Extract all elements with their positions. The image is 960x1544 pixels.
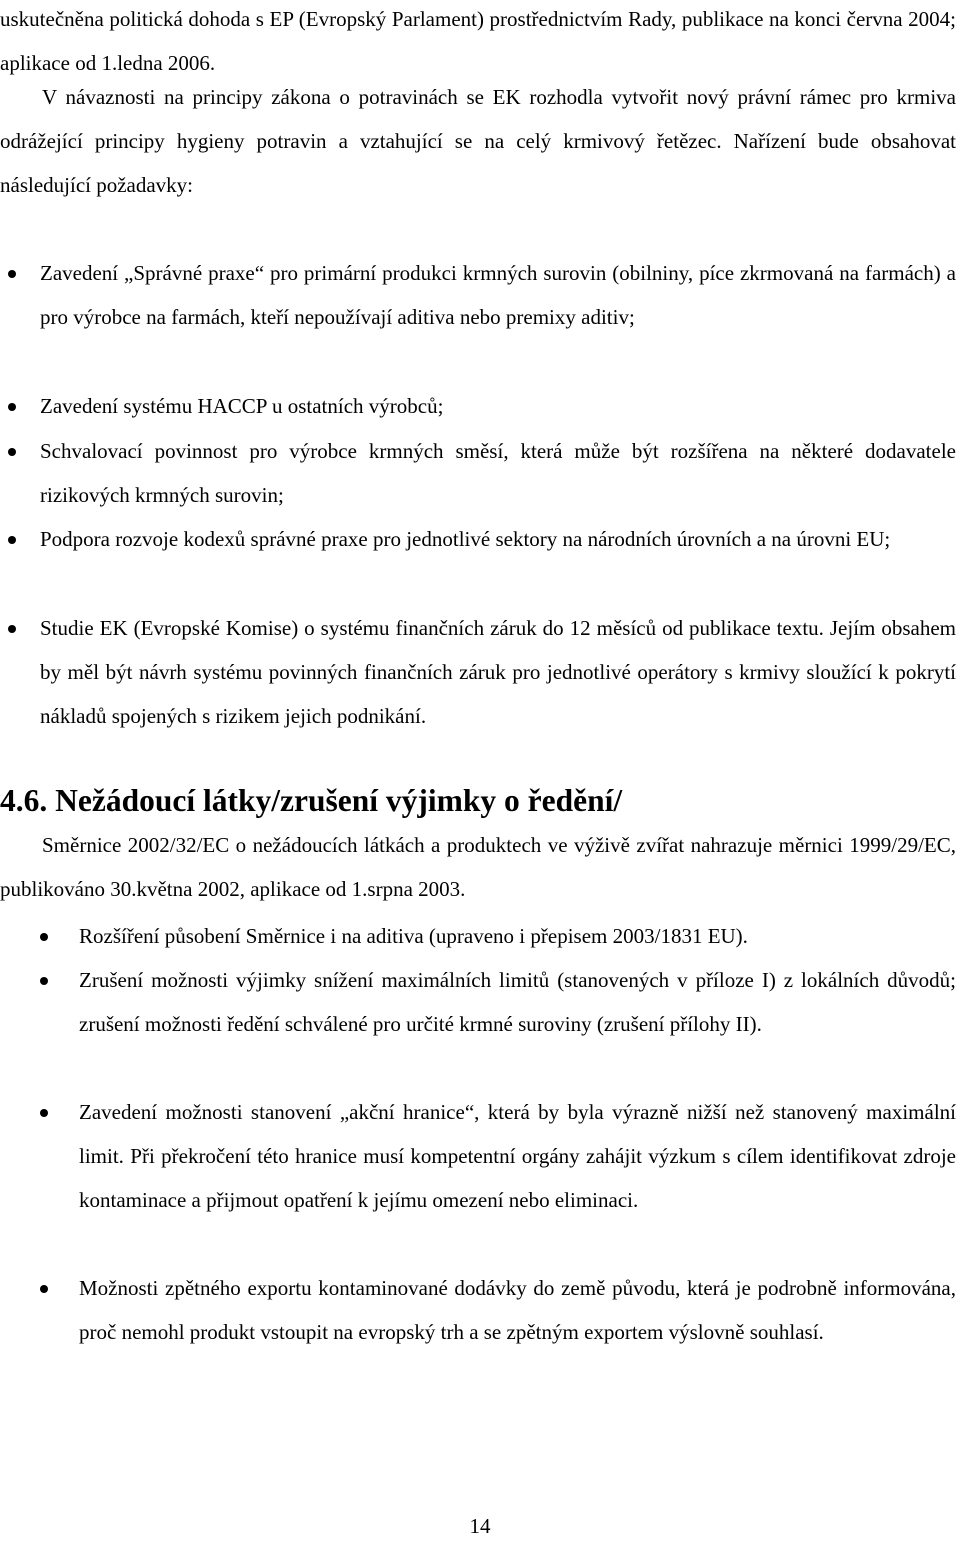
- intro-paragraph-1: uskutečněna politická dohoda s EP (Evropský Parlament) prostřednictvím Rady, publikace na konci června 2004; aplikace od 1.ledna 2006.: [0, 7, 956, 75]
- bullet-icon: [40, 1109, 48, 1117]
- list-item: [40, 429, 956, 517]
- list-item: [40, 251, 956, 339]
- list-item-text: Zavedení systému HACCP u ostatních výrobců;: [40, 394, 444, 418]
- list-item: [79, 1266, 956, 1354]
- list-item: [40, 606, 956, 738]
- list-item-text: Rozšíření působení Směrnice i na aditiva (upraveno i přepisem 2003/1831 EU).: [79, 924, 748, 948]
- list-item: [40, 384, 956, 428]
- section-heading: 4.6. Nežádoucí látky/zrušení výjimky o ředění/: [0, 783, 623, 818]
- bullet-icon: [8, 625, 16, 633]
- list-item-text: Zavedení „Správné praxe“ pro primární produkci krmných surovin (obilniny, píce zkrmovaná na farmách) a pro výrobce na farmách, kteří nepoužívají aditiva nebo premixy aditiv;: [40, 261, 956, 329]
- bullet-icon: [8, 270, 16, 278]
- list-item: [79, 1090, 956, 1222]
- list-item-text: Zavedení možnosti stanovení „akční hranice“, která by byla výrazně nižší než stanovený maximální limit. Při překročení této hranice musí kompetentní orgány zahájit výzkum s cílem identifikovat zdroje kontaminace a přijmout opatření k jejímu omezení nebo eliminaci.: [79, 1100, 956, 1212]
- intro-paragraph-2: V návaznosti na principy zákona o potravinách se EK rozhodla vytvořit nový právní rámec pro krmiva odrážející principy hygieny potravin a vztahující se na celý krmivový řetězec. Nařízení bude obsahovat následující požadavky:: [0, 85, 956, 197]
- list-item: [79, 914, 956, 958]
- list-item: [40, 517, 956, 561]
- bullet-icon: [40, 1285, 48, 1293]
- section-paragraph: Směrnice 2002/32/EC o nežádoucích látkách a produktech ve výživě zvířat nahrazuje měrnici 1999/29/EC, publikováno 30.května 2002, aplikace od 1.srpna 2003.: [0, 833, 956, 901]
- bullet-icon: [8, 448, 16, 456]
- list-item-text: Schvalovací povinnost pro výrobce krmných směsí, která může být rozšířena na některé dodavatele rizikových krmných surovin;: [40, 439, 956, 507]
- list-item-text: Studie EK (Evropské Komise) o systému finančních záruk do 12 měsíců od publikace textu. Jejím obsahem by měl být návrh systému povinných finančních záruk pro jednotlivé operátory s krmivy sloužící k pokrytí nákladů spojených s rizikem jejich podnikání.: [40, 616, 956, 728]
- bullet-icon: [8, 403, 16, 411]
- bullet-icon: [8, 536, 16, 544]
- page-number: 14: [469, 1514, 491, 1538]
- list-item-text: Možnosti zpětného exportu kontaminované dodávky do země původu, která je podrobně informována, proč nemohl produkt vstoupit na evropský trh a se zpětným exportem výslovně souhlasí.: [79, 1276, 956, 1344]
- list-item-text: Zrušení možnosti výjimky snížení maximálních limitů (stanovených v příloze I) z lokálních důvodů; zrušení možnosti ředění schválené pro určité krmné suroviny (zrušení přílohy II).: [79, 968, 956, 1036]
- list-item-text: Podpora rozvoje kodexů správné praxe pro jednotlivé sektory na národních úrovních a na úrovni EU;: [40, 527, 891, 551]
- bullet-icon: [40, 933, 48, 941]
- bullet-icon: [40, 977, 48, 985]
- list-item: [79, 958, 956, 1046]
